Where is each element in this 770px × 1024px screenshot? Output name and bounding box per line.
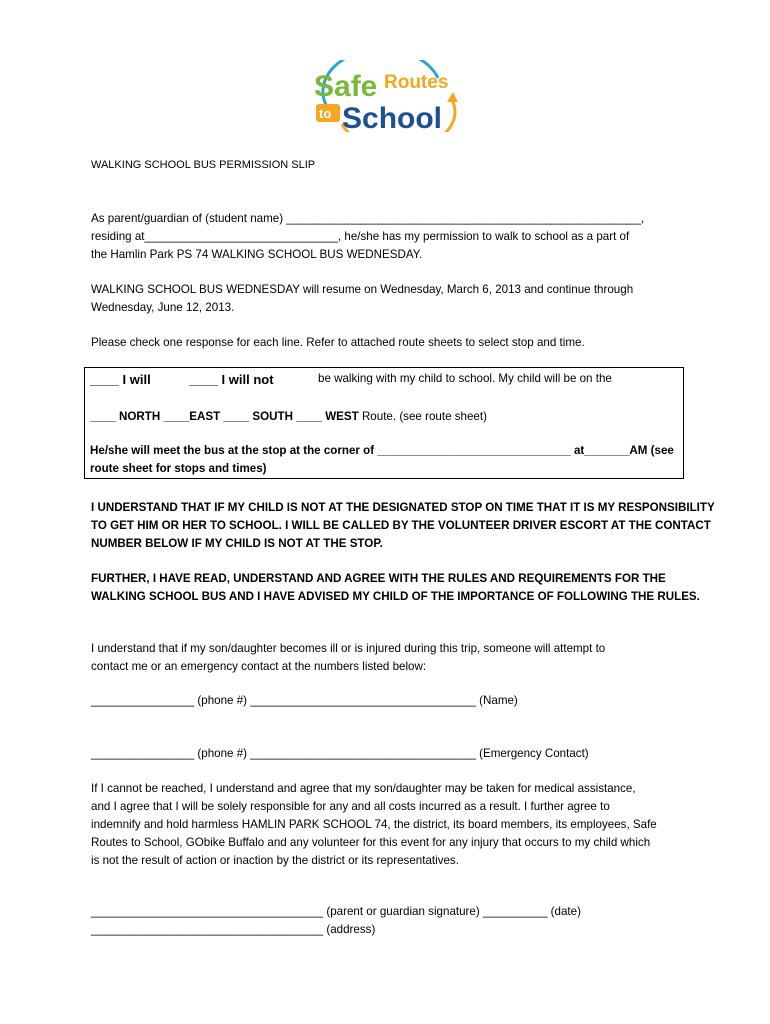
medical-line-2: and I agree that I will be solely responsible for any and all costs incurred as a result. I further agree to (91, 800, 610, 813)
page-title: WALKING SCHOOL BUS PERMISSION SLIP (91, 159, 316, 171)
route-direction-options[interactable]: ____ NORTH ____EAST ____ SOUTH ____ WEST (90, 410, 359, 423)
medical-line-4: Routes to School, GObike Buffalo and any volunteer for this event for any injury that occurs to my child which (91, 836, 651, 849)
resume-line-2: Wednesday, June 12, 2013. (91, 301, 235, 314)
will-option[interactable]: ____ I will (90, 372, 151, 387)
walking-text: be walking with my child to school. My child will be on the (318, 372, 612, 385)
route-suffix: Route. (see route sheet) (361, 410, 487, 423)
contact-line-emergency[interactable]: ________________ (phone #) ___________________________________ (Emergency Contact) (91, 747, 589, 760)
medical-line-5: is not the result of action or inaction by the district or its representatives. (91, 854, 459, 867)
further-line-1: FURTHER, I HAVE READ, UNDERSTAND AND AGREE WITH THE RULES AND REQUIREMENTS FOR THE (91, 572, 666, 585)
signature-line[interactable]: ____________________________________ (parent or guardian signature) __________ (date) (91, 905, 581, 918)
logo-word-to: to (319, 106, 332, 121)
instructions-text: Please check one response for each line. Refer to attached route sheets to select stop and time. (91, 336, 585, 349)
medical-line-3: indemnify and hold harmless HAMLIN PARK SCHOOL 74, the district, its board members, its employees, Safe (91, 818, 657, 831)
understand-line-2: TO GET HIM OR HER TO SCHOOL. I WILL BE CALLED BY THE VOLUNTEER DRIVER ESCORT AT THE CONTACT (91, 519, 711, 532)
will-not-option[interactable]: ____ I will not (189, 372, 274, 387)
understand-line-3: NUMBER BELOW IF MY CHILD IS NOT AT THE STOP. (91, 537, 383, 550)
resume-line-1: WALKING SCHOOL BUS WEDNESDAY will resume on Wednesday, March 6, 2013 and continue through (91, 283, 634, 296)
further-line-2: WALKING SCHOOL BUS AND I HAVE ADVISED MY CHILD OF THE IMPORTANCE OF FOLLOWING THE RULES. (91, 590, 700, 603)
meet-line-1: He/she will meet the bus at the stop at the corner of ______________________________ at_______AM (see (90, 444, 674, 457)
logo-word-routes: Routes (384, 72, 449, 93)
ill-line-2: contact me or an emergency contact at the numbers listed below: (91, 660, 427, 673)
logo-word-safe: Safe (314, 70, 378, 103)
understand-line-1: I UNDERSTAND THAT IF MY CHILD IS NOT AT THE DESIGNATED STOP ON TIME THAT IT IS MY RESPONSIBILITY (91, 501, 715, 514)
logo-word-school: School (342, 102, 443, 132)
contact-line-name[interactable]: ________________ (phone #) ___________________________________ (Name) (91, 694, 518, 707)
meet-line-2: route sheet for stops and times) (90, 462, 267, 475)
intro-line-3: the Hamlin Park PS 74 WALKING SCHOOL BUS WEDNESDAY. (91, 248, 423, 261)
address-line[interactable]: ____________________________________ (address) (91, 923, 376, 936)
intro-line-1: As parent/guardian of (student name) _______________________________________________________, (91, 212, 645, 225)
ill-line-1: I understand that if my son/daughter becomes ill or is injured during this trip, someone will attempt to (91, 642, 606, 655)
selection-box (84, 367, 684, 479)
intro-line-2: residing at______________________________, he/she has my permission to walk to school as a part of (91, 230, 630, 243)
logo-arrowhead (447, 92, 458, 102)
medical-line-1: If I cannot be reached, I understand and agree that my son/daughter may be taken for medical assistance, (91, 782, 636, 795)
safe-routes-to-school-logo (312, 60, 462, 132)
